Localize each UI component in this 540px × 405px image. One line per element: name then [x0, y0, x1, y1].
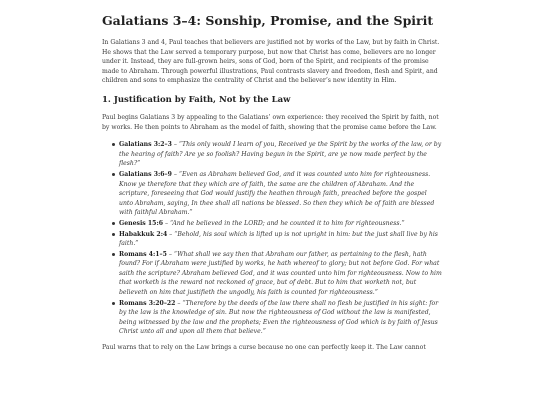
scripture-reference: Genesis 15:6 — [119, 219, 163, 227]
scripture-reference: Galatians 3:6–9 — [119, 170, 172, 178]
scripture-quote: “Even as Abraham believed God, and it was counted unto him for righteousness. Know ye therefore that they which are of faith, the same are the children of Abraham. And the scripture, foreseeing that God would justify the heathen through faith, preached before the gospel unto Abraham, saying, In thee shall all nations be blessed. So then they which be of faith are blessed with faithful Abraham.” — [119, 170, 435, 217]
scripture-quote: “This only would I learn of you, Received ye the Spirit by the works of the law, or by the hearing of faith? Are ye so foolish? Having begun in the Spirit, are ye now made perfect by the flesh?” — [119, 141, 442, 168]
scripture-reference: Romans 4:1–5 — [119, 250, 167, 258]
separator: – — [175, 299, 183, 307]
separator: – — [166, 250, 174, 258]
list-item — [119, 140, 442, 169]
separator: – — [163, 219, 170, 227]
scripture-reference: Romans 3:20–22 — [119, 299, 176, 307]
list-item — [119, 170, 442, 218]
list-item — [119, 219, 442, 229]
scripture-quote: “Therefore by the deeds of the law there shall no flesh be justified in his sight: for by the law is the knowledge of sin. But now the righteousness of God without the law is manifested, being witnessed by the law and the prophets; Even the righteousness of God which is by faith of Jesus Christ unto all and upon all them that believe.” — [119, 299, 439, 336]
scripture-quote: “And he believed in the LORD; and he counted it to him for righteousness.” — [169, 219, 405, 227]
article — [102, 10, 442, 361]
separator: – — [171, 141, 179, 149]
separator: – — [167, 230, 175, 238]
scripture-list — [102, 140, 442, 337]
section-heading: 1. Justification by Faith, Not by the Law — [102, 94, 291, 105]
closing-paragraph: Paul warns that to rely on the Law brings a curse because no one can perfectly keep it. The Law cannot — [102, 344, 426, 352]
intro-paragraph: In Galatians 3 and 4, Paul teaches that believers are justified not by works of the Law, but by faith in Christ. He shows that the Law served a temporary purpose, but now that Christ has come, believers are no longer under it. Instead, they are full-grown heirs, sons of God, born of the Spirit, and recipients of the promise made to Abraham. Through powerful illustrations, Paul contrasts slavery and freedom, flesh and Spirit, and children and sons to emphasize the centrality of Christ and the believer’s new identity in Him. — [102, 39, 440, 85]
scripture-quote: “Behold, his soul which is lifted up is not upright in him: but the just shall live by his faith.” — [119, 230, 438, 248]
scripture-reference: Galatians 3:2–3 — [119, 141, 172, 149]
scripture-reference: Habakkuk 2:4 — [119, 230, 168, 238]
page-title: Galatians 3–4: Sonship, Promise, and the Spirit — [102, 13, 434, 28]
section-intro-paragraph: Paul begins Galatians 3 by appealing to the Galatians’ own experience: they received the Spirit by faith, not by works. He then points to Abraham as the model of faith, showing that the promise came before the Law. — [102, 113, 439, 131]
separator: – — [171, 170, 179, 178]
list-item — [119, 230, 442, 249]
list-item — [119, 299, 442, 337]
scripture-quote: “What shall we say then that Abraham our father, as pertaining to the flesh, hath found? For if Abraham were justified by works, he hath whereof to glory; but not before God. For what saith the scripture? Abraham believed God, and it was counted unto him for righteousness. Now to him that worketh is the reward not reckoned of grace, but of debt. But to him that worketh not, but believeth on him that justifieth the ungodly, his faith is counted for righteousness.” — [119, 250, 442, 297]
list-item — [119, 250, 442, 298]
